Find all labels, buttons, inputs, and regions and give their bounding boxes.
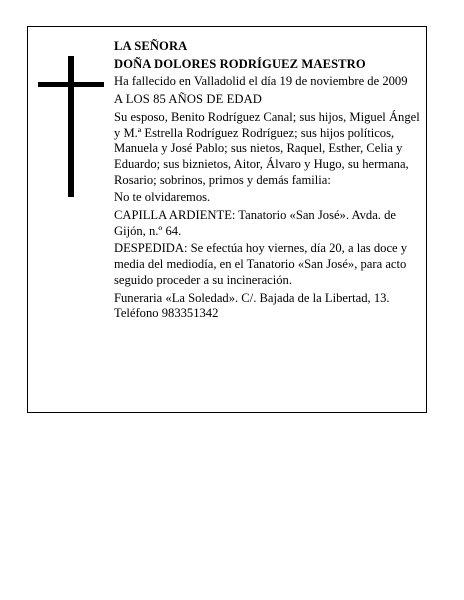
obituary-text <box>114 39 425 324</box>
deceased-name: DOÑA DOLORES RODRÍGUEZ MAESTRO <box>114 56 366 71</box>
closing-phrase: No te olvidaremos. <box>114 190 211 205</box>
chapel-info: CAPILLA ARDIENTE: Tanatorio «San José». Avda. de Gijón, n.º 64. <box>114 208 396 238</box>
age-line: A LOS 85 AÑOS DE EDAD <box>114 92 262 107</box>
cross-horizontal-bar <box>38 82 104 87</box>
farewell-info: DESPEDIDA: Se efectúa hoy viernes, día 20, a las doce y media del mediodía, en el Tanatorio «San José», para acto seguido proceder a su incineración. <box>114 241 408 287</box>
obituary-notice <box>27 26 427 413</box>
death-info: Ha fallecido en Valladolid el día 19 de noviembre de 2009 <box>114 74 408 89</box>
family-list: Su esposo, Benito Rodríguez Canal; sus hijos, Miguel Ángel y M.ª Estrella Rodríguez Rodríguez; sus hijos políticos, Manuela y José Pablo; sus nietos, Raquel, Esther, Celia y Eduardo; sus biznietos, Aitor, Álvaro y Hugo, su hermana, Rosario; sobrinos, primos y demás familia: <box>114 109 420 187</box>
title-line-1: LA SEÑORA <box>114 39 188 53</box>
funeral-home-info: Funeraria «La Soledad». C/. Bajada de la Libertad, 13. Teléfono 983351342 <box>114 290 390 321</box>
cross-vertical-bar <box>68 56 74 197</box>
